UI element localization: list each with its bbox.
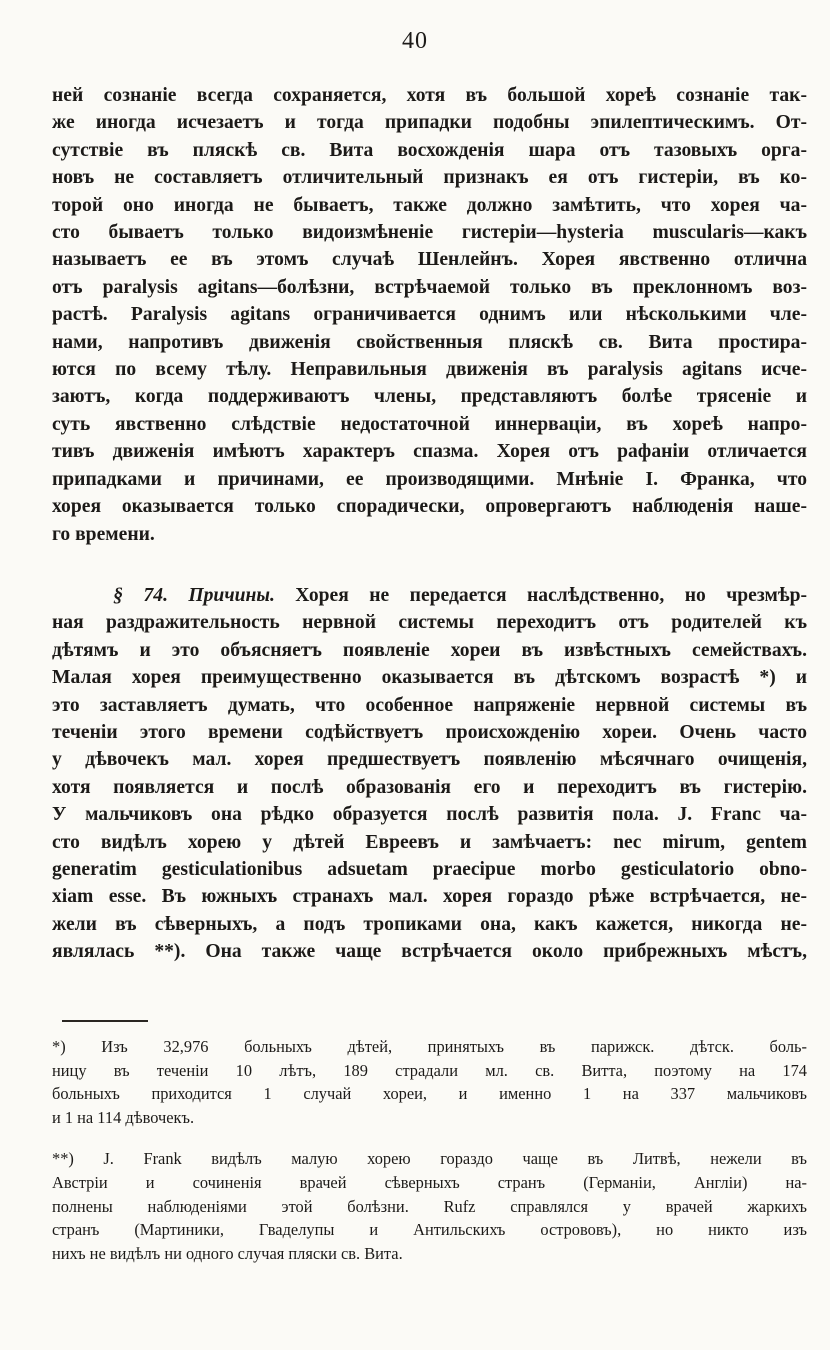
paragraph-1: [52, 82, 807, 548]
text-line: же иногда исчезаетъ и тогда припадки подобны эпилептическимъ. От-: [52, 112, 807, 134]
footnote-2: [52, 1147, 807, 1265]
footnote-line: больныхъ приходится 1 случай хореи, и именно 1 на 337 мальчиковъ: [52, 1084, 807, 1104]
section-74: [52, 582, 807, 966]
footnote-line: нихъ не видѣлъ ни одного случая пляски св. Вита.: [52, 1243, 403, 1263]
text-line: растѣ. Paralysis agitans ограничивается однимъ или нѣсколькими чле-: [52, 304, 807, 326]
footnote-line: полнены наблюденіями этой болѣзни. Rufz справлялся у врачей жаркихъ: [52, 1196, 807, 1216]
text-line: заютъ, когда поддерживаютъ члены, представляютъ болѣе трясеніе и: [52, 386, 807, 408]
text-line: ются по всему тѣлу. Неправильныя движенія въ paralysis agitans исче-: [52, 359, 807, 381]
text-line: го времени.: [52, 523, 155, 545]
text-line: теченіи этого времени содѣйствуетъ происхожденію хореи. Очень часто: [52, 721, 807, 743]
footnote-line: **) J. Frank видѣлъ малую хорею гораздо чаще въ Литвѣ, нежели въ: [52, 1149, 807, 1169]
text-line: сто бываетъ только видоизмѣненіе гистеріи—hysteria muscularis—какъ: [52, 222, 807, 244]
text-line: суть явственно слѣдствіе недостаточной иннервацiи, въ хореѣ напро-: [52, 413, 807, 435]
main-text: [52, 82, 807, 966]
footnote-line: и 1 на 114 дѣвочекъ.: [52, 1107, 195, 1127]
footnotes: [52, 1035, 807, 1265]
text-line: xiam esse. Въ южныхъ странахъ мал. хорея гораздо рѣже встрѣчается, не-: [52, 886, 807, 908]
text-line: жели въ сѣверныхъ, а подъ тропиками она, какъ кажется, никогда не-: [52, 913, 807, 935]
text-line: у дѣвочекъ мал. хорея предшествуетъ появленію мѣсячнаго очищенія,: [52, 749, 807, 771]
text-line: ная раздражительность нервной системы переходитъ отъ родителей къ: [52, 612, 807, 634]
text-line: У мальчиковъ она рѣдко образуется послѣ развитія пола. J. Franc ча-: [52, 804, 807, 826]
footnote-line: ницу въ теченіи 10 лѣтъ, 189 страдали мл. св. Витта, поэтому на 174: [52, 1060, 807, 1080]
text-line: отъ paralysis agitans—болѣзни, встрѣчаемой только въ преклонномъ воз-: [52, 276, 807, 298]
text-line: припадками и причинами, ее производящими. Мнѣніе І. Франка, что: [52, 468, 807, 490]
page-number: 40: [402, 28, 428, 54]
text-line: Малая хорея преимущественно оказывается въ дѣтскомъ возрастѣ *) и: [52, 667, 807, 689]
footnote-divider: [62, 1020, 148, 1022]
text-line: нами, напротивъ движенія свойственныя пляскѣ св. Вита простира-: [52, 331, 807, 353]
text-line: это заставляетъ думать, что особенное напряженіе нервной системы въ: [52, 694, 807, 716]
footnote-1: [52, 1035, 807, 1129]
text-line: торой оно иногда не бываетъ, также должно замѣтить, что хорея ча-: [52, 194, 807, 216]
footnote-line: странъ (Мартиники, Гваделупы и Антильскихъ острововъ), но никто изъ: [52, 1220, 807, 1240]
text-line: тивъ движенія имѣютъ характеръ спазма. Хорея отъ рафаніи отличается: [52, 441, 807, 463]
text-line: дѣтямъ и это объясняетъ появленіе хореи въ извѣстныхъ семействахъ.: [52, 639, 807, 661]
text-line: называетъ ее въ этомъ случаѣ Шенлейнъ. Хорея явственно отлична: [52, 249, 807, 271]
footnote-line: Австріи и сочиненія врачей сѣверныхъ странъ (Германіи, Англіи) на-: [52, 1172, 807, 1192]
text-line: хотя появляется и послѣ образованія его и переходитъ въ гистерію.: [52, 776, 807, 798]
text-line: generatim gesticulationibus adsuetam praecipue morbo gesticulatorio obno-: [52, 858, 807, 880]
text-line: хорея оказывается только спорадически, опровергаютъ наблюденія наше-: [52, 496, 807, 518]
text-line: являлась **). Она также чаще встрѣчается около прибрежныхъ мѣстъ,: [52, 941, 807, 963]
section-heading: § 74. Причины.: [113, 584, 275, 606]
section-first-line: [52, 582, 807, 609]
text-line: сто видѣлъ хорею у дѣтей Евреевъ и замѣчаетъ: nec mirum, gentem: [52, 831, 807, 853]
text-line: сутствіе въ пляскѣ св. Вита восхожденія шара отъ тазовыхъ орга-: [52, 139, 807, 161]
text-line: ней сознаніе всегда сохраняется, хотя въ большой хореѣ сознаніе так-: [52, 85, 807, 106]
text-line: новъ не составляетъ отличительный признакъ ея отъ гистеріи, въ ко-: [52, 167, 807, 189]
footnote-line: *) Изъ 32,976 больныхъ дѣтей, принятыхъ въ парижск. дѣтск. боль-: [52, 1037, 807, 1056]
section-first-line-text: Хорея не передается наслѣдственно, но чрезмѣр-: [274, 584, 807, 606]
